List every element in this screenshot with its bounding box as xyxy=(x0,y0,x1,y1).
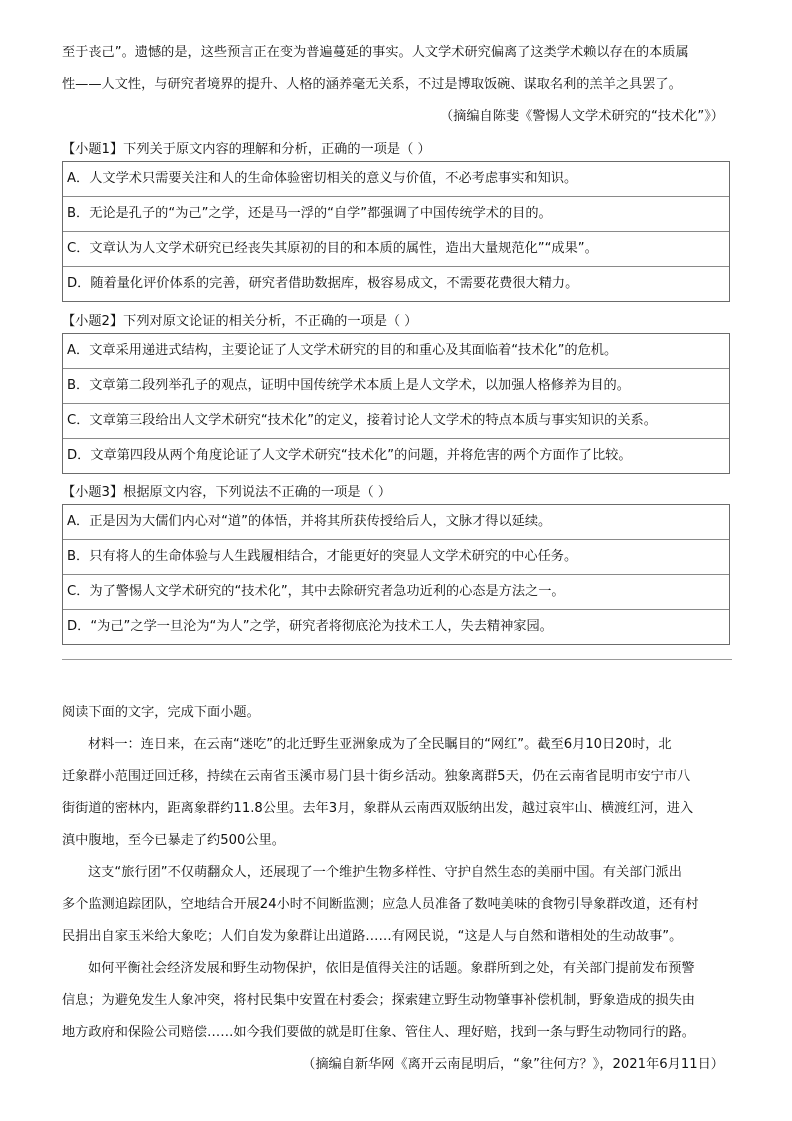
paragraph-line: 信息；为避免发生人象冲突，将村民集中安置在村委会；探索建立野生动物肇事补偿机制，野象造成的损失由 xyxy=(62,993,695,1008)
options-box xyxy=(62,333,730,474)
passage-line: 至于丧己”。遗憾的是，这些预言正在变为普遍蔓延的事实。人文学术研究偏离了这类学术赖以存在的本质属 xyxy=(62,45,689,60)
source-citation: （摘编自新华网《离开云南昆明后，“象”往何方？》，2021年6月11日） xyxy=(302,1057,724,1072)
passage-line: 性——人文性，与研究者境界的提升、人格的涵养毫无关系，不过是博取饭碗、谋取名利的羔羊之具罢了。 xyxy=(62,77,682,92)
option-a[interactable]: A．正是因为大儒们内心对“道”的体悟，并将其所获传授给后人，文脉才得以延续。 xyxy=(63,505,729,540)
paragraph-line: 迁象群小范围迂回迁移，持续在云南省玉溪市易门县十街乡活动。独象离群5天，仍在云南省昆明市安宁市八 xyxy=(62,769,691,784)
question-title: 【小题3】根据原文内容，下列说法不正确的一项是（ ） xyxy=(62,485,392,500)
passage1 xyxy=(62,37,730,133)
paragraph-line: 地方政府和保险公司赔偿……如今我们要做的就是盯住象、管住人、理好赔，找到一条与野生动物同行的路。 xyxy=(62,1025,695,1040)
paragraph-line: 这支“旅行团”不仅萌翻众人，还展现了一个维护生物多样性、守护自然生态的美丽中国。有关部门派出 xyxy=(88,865,682,880)
instruction: 阅读下面的文字，完成下面小题。 xyxy=(62,705,260,720)
question-2 xyxy=(62,311,730,474)
paragraph-line: 滇中腹地，至今已暴走了约500公里。 xyxy=(62,833,285,848)
option-b[interactable]: B．无论是孔子的“为己”之学，还是马一浮的“自学”都强调了中国传统学术的目的。 xyxy=(63,197,729,232)
paragraph-line: 民捐出自家玉米给大象吃；人们自发为象群让出道路……有网民说，“这是人与自然和谐相处的生动故事”。 xyxy=(62,929,683,944)
paragraph-line: 街街道的密林内，距离象群约11.8公里。去年3月，象群从云南西双版纳出发，越过哀牢山、横渡红河，进入 xyxy=(62,801,694,816)
question-title: 【小题2】下列对原文论证的相关分析，不正确的一项是（ ） xyxy=(62,314,418,329)
option-c[interactable]: C．文章认为人文学术研究已经丧失其原初的目的和本质的属性，造出大量规范化”“成果”。 xyxy=(63,232,729,267)
option-d[interactable]: D．随着量化评价体系的完善，研究者借助数据库，极容易成文，不需要花费很大精力。 xyxy=(67,276,579,291)
paragraph-line: 多个监测追踪团队，空地结合开展24小时不间断监测；应急人员准备了数吨美味的食物引导象群改道，还有村 xyxy=(62,897,699,912)
option-d[interactable]: D．文章第四段从两个角度论证了人文学术研究“技术化”的问题，并将危害的两个方面作了比较。 xyxy=(67,448,632,463)
option-b[interactable]: B．文章第二段列举孔子的观点，证明中国传统学术本质上是人文学术，以加强人格修养为目的。 xyxy=(63,369,729,404)
options-box xyxy=(62,504,730,645)
source-citation: （摘编自陈斐《警惕人文学术研究的“技术化”》） xyxy=(440,109,724,124)
option-a[interactable]: A．文章采用递进式结构，主要论证了人文学术研究的目的和重心及其面临着“技术化”的危机。 xyxy=(63,334,729,369)
option-c[interactable]: C．为了警惕人文学术研究的“技术化”，其中去除研究者急功近利的心态是方法之一。 xyxy=(63,575,729,610)
paragraph-line: 材料一：连日来，在云南“迷吃”的北迁野生亚洲象成为了全民瞩目的“网红”。截至6月10日20时，北 xyxy=(88,737,672,752)
option-a[interactable]: A．人文学术只需要关注和人的生命体验密切相关的意义与价值，不必考虑事实和知识。 xyxy=(63,162,729,197)
option-b[interactable]: B．只有将人的生命体验与人生践履相结合，才能更好的突显人文学术研究的中心任务。 xyxy=(63,540,729,575)
question-3 xyxy=(62,482,730,645)
option-d[interactable]: D．“为己”之学一旦沦为“为人”之学，研究者将彻底沦为技术工人，失去精神家园。 xyxy=(67,619,553,634)
question-1 xyxy=(62,139,730,302)
section-divider xyxy=(62,659,732,660)
options-box xyxy=(62,161,730,302)
paragraph-line: 如何平衡社会经济发展和野生动物保护，依旧是值得关注的话题。象群所到之处，有关部门提前发布预警 xyxy=(88,961,695,976)
passage2 xyxy=(62,697,730,1081)
option-c[interactable]: C．文章第三段给出人文学术研究“技术化”的定义，接着讨论人文学术的特点本质与事实知识的关系。 xyxy=(63,404,729,439)
question-title: 【小题1】下列关于原文内容的理解和分析，正确的一项是（ ） xyxy=(62,142,431,157)
